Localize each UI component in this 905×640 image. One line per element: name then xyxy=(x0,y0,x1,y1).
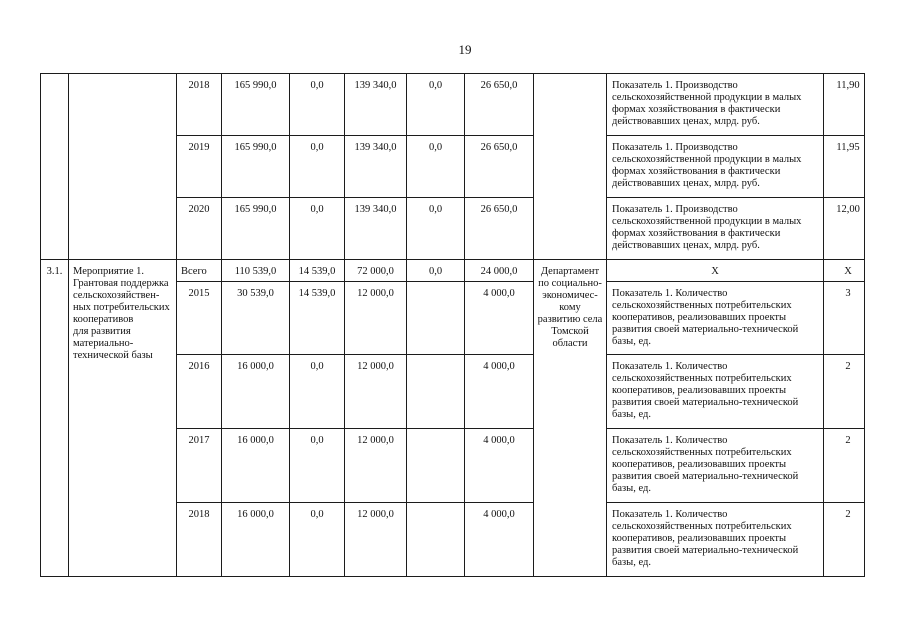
amount-cell: 26 650,0 xyxy=(465,74,534,136)
amount-cell: 14 539,0 xyxy=(290,260,345,282)
indicator-value-cell: 11,95 xyxy=(824,136,865,198)
amount-cell: 4 000,0 xyxy=(465,429,534,503)
indicator-cell: Показатель 1. Количество сельскохозяйственных потребительских кооперативов, реализовавших проекты развития своей материально-технической базы, ед. xyxy=(607,429,824,503)
data-table xyxy=(40,73,865,577)
executor-cell: Департамент по социально- экономичес- кому развитию села Томской области xyxy=(534,260,607,577)
amount-cell: 12 000,0 xyxy=(345,355,407,429)
amount-cell: 0,0 xyxy=(290,74,345,136)
empty-cell xyxy=(41,74,69,260)
empty-cell xyxy=(534,74,607,260)
indicator-cell: Показатель 1. Производство сельскохозяйственной продукции в малых формах хозяйствования в фактически действовавших ценах, млрд. руб. xyxy=(607,136,824,198)
amount-cell: 4 000,0 xyxy=(465,282,534,355)
amount-cell: 0,0 xyxy=(290,429,345,503)
amount-cell: 0,0 xyxy=(290,503,345,577)
amount-cell: 0,0 xyxy=(407,198,465,260)
indicator-value-cell: 12,00 xyxy=(824,198,865,260)
indicator-value-cell: 2 xyxy=(824,355,865,429)
indicator-cell: Показатель 1. Производство сельскохозяйственной продукции в малых формах хозяйствования в фактически действовавших ценах, млрд. руб. xyxy=(607,198,824,260)
indicator-value-cell: 3 xyxy=(824,282,865,355)
amount-cell: 165 990,0 xyxy=(222,136,290,198)
amount-cell: 0,0 xyxy=(290,198,345,260)
indicator-cell: Х xyxy=(607,260,824,282)
amount-cell: 0,0 xyxy=(407,136,465,198)
amount-cell xyxy=(407,355,465,429)
amount-cell: 16 000,0 xyxy=(222,429,290,503)
amount-cell: 139 340,0 xyxy=(345,74,407,136)
indicator-value-cell: 2 xyxy=(824,429,865,503)
indicator-value-cell: 11,90 xyxy=(824,74,865,136)
table-row xyxy=(41,74,865,136)
amount-cell: 139 340,0 xyxy=(345,136,407,198)
indicator-cell: Показатель 1. Количество сельскохозяйственных потребительских кооперативов, реализовавших проекты развития своей материально-технической базы, ед. xyxy=(607,355,824,429)
amount-cell: 16 000,0 xyxy=(222,355,290,429)
indicator-cell: Показатель 1. Производство сельскохозяйственной продукции в малых формах хозяйствования в фактически действовавших ценах, млрд. руб. xyxy=(607,74,824,136)
amount-cell: 165 990,0 xyxy=(222,198,290,260)
amount-cell: 26 650,0 xyxy=(465,198,534,260)
amount-cell: 16 000,0 xyxy=(222,503,290,577)
indicator-value-cell: 2 xyxy=(824,503,865,577)
amount-cell: 0,0 xyxy=(290,355,345,429)
amount-cell: 0,0 xyxy=(290,136,345,198)
amount-cell: 4 000,0 xyxy=(465,355,534,429)
amount-cell: 110 539,0 xyxy=(222,260,290,282)
table-row xyxy=(41,260,865,282)
year-cell: 2016 xyxy=(177,355,222,429)
indicator-cell: Показатель 1. Количество сельскохозяйственных потребительских кооперативов, реализовавших проекты развития своей материально-технической базы, ед. xyxy=(607,503,824,577)
amount-cell xyxy=(407,429,465,503)
indicator-cell: Показатель 1. Количество сельскохозяйственных потребительских кооперативов, реализовавших проекты развития своей материально-технической базы, ед. xyxy=(607,282,824,355)
amount-cell: 12 000,0 xyxy=(345,282,407,355)
year-cell: 2018 xyxy=(177,503,222,577)
amount-cell xyxy=(407,282,465,355)
amount-cell: 139 340,0 xyxy=(345,198,407,260)
indicator-value-cell: Х xyxy=(824,260,865,282)
year-cell: 2020 xyxy=(177,198,222,260)
amount-cell xyxy=(407,503,465,577)
amount-cell: 12 000,0 xyxy=(345,503,407,577)
year-cell: 2018 xyxy=(177,74,222,136)
amount-cell: 0,0 xyxy=(407,260,465,282)
amount-cell: 4 000,0 xyxy=(465,503,534,577)
amount-cell: 72 000,0 xyxy=(345,260,407,282)
empty-cell xyxy=(69,74,177,260)
page-number: 19 xyxy=(458,42,472,57)
year-cell: Всего xyxy=(177,260,222,282)
amount-cell: 30 539,0 xyxy=(222,282,290,355)
amount-cell: 24 000,0 xyxy=(465,260,534,282)
year-cell: 2017 xyxy=(177,429,222,503)
amount-cell: 26 650,0 xyxy=(465,136,534,198)
item-name-cell: Мероприятие 1. Грантовая поддержка сельскохозяйствен- ных потребительских кооперативов для развития материально- технической базы xyxy=(69,260,177,577)
year-cell: 2015 xyxy=(177,282,222,355)
amount-cell: 12 000,0 xyxy=(345,429,407,503)
year-cell: 2019 xyxy=(177,136,222,198)
item-number-cell: 3.1. xyxy=(41,260,69,577)
amount-cell: 0,0 xyxy=(407,74,465,136)
amount-cell: 14 539,0 xyxy=(290,282,345,355)
amount-cell: 165 990,0 xyxy=(222,74,290,136)
